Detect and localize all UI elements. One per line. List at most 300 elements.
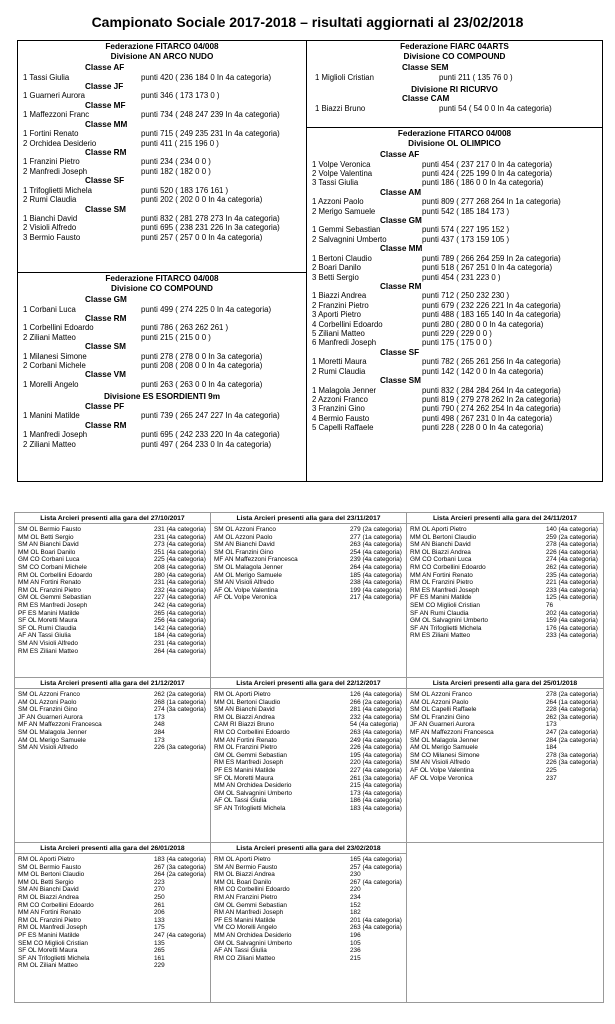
list-item <box>15 526 210 534</box>
result-row <box>23 91 301 100</box>
list-item <box>407 541 603 549</box>
archer-score: 185 (4a categoria) <box>350 571 402 579</box>
archer-score: 217 (4a categoria) <box>350 594 402 602</box>
archer-score: 267 (3a categoria) <box>154 863 206 871</box>
archer-score: 215 <box>350 954 361 962</box>
athlete-name: 1 Bianchi David <box>23 214 78 224</box>
archer-score: 105 <box>350 939 361 947</box>
list-item <box>211 856 406 864</box>
list-item <box>15 625 210 633</box>
list-item <box>15 610 210 618</box>
list-item <box>211 541 406 549</box>
athlete-name: 1 Malagola Jenner <box>312 385 377 395</box>
result-row <box>23 129 301 138</box>
result-row <box>315 104 594 113</box>
athlete-name: 2 Merigo Samuele <box>312 206 376 216</box>
list-item <box>211 797 406 805</box>
archer-name: SF OL Moretti Maura <box>18 617 78 625</box>
result-row <box>312 357 597 366</box>
result-row <box>23 323 301 332</box>
list-entries <box>211 524 406 602</box>
list-item <box>407 632 603 640</box>
athlete-name: 1 Tassi Giulia <box>23 72 70 82</box>
class-heading: Classe GM <box>380 215 422 225</box>
result-row <box>312 395 597 404</box>
list-item <box>407 534 603 542</box>
class-heading: Classe SM <box>85 204 126 214</box>
archer-name: SM OL Franzini Gino <box>410 713 470 721</box>
archer-name: SM OL Azzoni Franco <box>410 691 472 698</box>
list-item <box>407 706 603 714</box>
archer-score: 278 (4a categoria) <box>546 541 598 549</box>
archer-score: 184 <box>546 744 557 752</box>
archer-score: 251 (4a categoria) <box>154 548 206 556</box>
archer-name: GM OL Gemmi Sebastian <box>18 594 91 602</box>
archer-name: JF AN Guarneri Aurora <box>18 713 83 721</box>
archer-score: 264 (4a categoria) <box>154 647 206 655</box>
archer-name: RM ES Manfredi Joseph <box>410 586 480 594</box>
list-entries <box>15 854 210 970</box>
athlete-name: 1 Milanesi Simone <box>23 351 87 361</box>
archer-name: MF AN Maffezzoni Francesca <box>410 728 494 736</box>
archer-score: 182 <box>350 909 361 917</box>
list-entries <box>15 689 210 752</box>
archer-name: SM OL Capelli Raffaele <box>410 706 477 714</box>
list-item <box>211 790 406 798</box>
athlete-name: 3 Aporti Pietro <box>312 310 361 320</box>
attendance-list <box>211 678 407 842</box>
list-entries <box>407 854 603 856</box>
list-item <box>211 805 406 813</box>
archer-name: SM AN Bianchi David <box>18 541 79 549</box>
athlete-points: punti 182 ( 182 0 0 ) <box>141 166 211 176</box>
list-title: Lista Arcieri presenti alla gara del 27/10/2017 <box>15 513 210 524</box>
athlete-points: punti 234 ( 234 0 0 ) <box>141 157 211 167</box>
archer-name: RM OL Biazzi Andrea <box>18 893 79 901</box>
archer-score: 195 (4a categoria) <box>350 751 402 759</box>
archer-score: 257 (4a categoria) <box>350 863 402 871</box>
athlete-name: 2 Rumi Claudia <box>23 195 77 205</box>
archer-name: SM AN Bianchi David <box>410 541 471 549</box>
class-heading: Classe RM <box>380 281 422 291</box>
result-row <box>312 338 597 347</box>
athlete-points: punti 280 ( 280 0 0 In 4a categoria) <box>422 319 544 329</box>
archer-name: AM OL Merigo Samuele <box>18 736 86 744</box>
archer-name: SEM CO Miglioli Cristian <box>410 601 480 609</box>
archer-score: 196 <box>350 931 361 939</box>
archer-name: SEM CO Miglioli Cristian <box>18 939 88 947</box>
list-item <box>15 706 210 714</box>
archer-name: SF AN Rumi Claudia <box>410 609 469 617</box>
archer-name: RM ES Manfredi Joseph <box>18 601 88 609</box>
panel-header: Federazione FIARC 04ARTS <box>400 42 509 51</box>
archer-name: SM CO Corbani Michele <box>18 563 87 571</box>
archer-score: 280 (4a categoria) <box>154 571 206 579</box>
athlete-points: punti 211 ( 135 76 0 ) <box>439 72 513 82</box>
list-item <box>15 856 210 864</box>
athlete-points: punti 782 ( 265 261 256 In 4a categoria) <box>422 357 561 367</box>
list-item <box>15 691 210 699</box>
athlete-name: 1 Maffezzoni Franc <box>23 110 90 120</box>
result-row <box>23 139 301 148</box>
archer-score: 233 (4a categoria) <box>546 586 598 594</box>
list-item <box>15 587 210 595</box>
archer-name: RM AN Franzini Pietro <box>214 893 278 901</box>
list-item <box>15 744 210 752</box>
archer-name: GM OL Gemmi Sebastian <box>214 901 287 909</box>
archer-score: 226 (3a categoria) <box>546 759 598 767</box>
page-title: Campionato Sociale 2017-2018 – risultati aggiornati al 23/02/2018 <box>91 14 524 30</box>
archer-name: SF OL Moretti Maura <box>214 774 274 782</box>
archer-name: RM ES Ziliani Matteo <box>18 647 79 655</box>
list-item <box>15 729 210 737</box>
list-item <box>211 940 406 948</box>
athlete-points: punti 215 ( 215 0 0 ) <box>141 332 211 342</box>
archer-name: RM OL Franzini Pietro <box>18 916 81 924</box>
athlete-points: punti 786 ( 263 262 261 ) <box>141 323 229 333</box>
athlete-name: 1 Fortini Renato <box>23 129 79 139</box>
list-entries <box>15 524 210 655</box>
archer-score: 184 (4a categoria) <box>154 632 206 640</box>
athlete-points: punti 819 ( 279 278 262 In 2a categoria) <box>422 394 561 404</box>
archer-name: SM AN Visioli Alfredo <box>18 744 78 752</box>
list-item <box>15 640 210 648</box>
list-item <box>15 737 210 745</box>
archer-score: 161 <box>154 954 165 962</box>
list-item <box>211 526 406 534</box>
athlete-name: 1 Moretti Maura <box>312 357 367 367</box>
result-row <box>312 310 597 319</box>
athlete-points: punti 520 ( 183 176 161 ) <box>141 185 229 195</box>
archer-name: VM CO Morelli Angelo <box>214 924 277 932</box>
list-item <box>15 886 210 894</box>
archer-score: 231 (4a categoria) <box>154 579 206 587</box>
athlete-points: punti 278 ( 278 0 0 In 3a categoria) <box>141 351 263 361</box>
athlete-points: punti 715 ( 249 235 231 In 4a categoria) <box>141 129 280 139</box>
list-title: Lista Arcieri presenti alla gara del 24/11/2017 <box>407 513 603 524</box>
list-item <box>15 617 210 625</box>
result-row <box>312 225 597 234</box>
list-item <box>407 699 603 707</box>
result-row <box>23 430 301 439</box>
archer-name: RM OL Ziliani Matteo <box>18 962 78 970</box>
result-row <box>23 186 301 195</box>
archer-name: RM OL Franzini Pietro <box>410 579 473 587</box>
list-item <box>15 940 210 948</box>
list-entries <box>407 524 603 640</box>
archer-score: 270 <box>154 886 165 894</box>
list-item <box>407 752 603 760</box>
list-item <box>407 549 603 557</box>
list-item <box>407 759 603 767</box>
athlete-points: punti 712 ( 250 232 230 ) <box>422 291 510 301</box>
archer-name: AF OL Volpe Veronica <box>410 774 473 782</box>
archer-name: AM OL Azzoni Paolo <box>410 698 469 706</box>
attendance-list <box>211 513 407 677</box>
athlete-name: 1 Biazzi Andrea <box>312 291 367 301</box>
list-item <box>15 632 210 640</box>
archer-score: 173 (4a categoria) <box>350 789 402 797</box>
athlete-points: punti 420 ( 236 184 0 In 4a categoria) <box>141 72 272 82</box>
archer-score: 239 (4a categoria) <box>350 556 402 564</box>
athlete-name: 1 Bertoni Claudio <box>312 253 372 263</box>
athlete-points: punti 695 ( 238 231 226 In 3a categoria) <box>141 223 280 233</box>
class-heading: Classe MM <box>85 119 128 129</box>
list-item <box>15 564 210 572</box>
archer-name: MM AN Orchidea Desiderio <box>214 782 292 790</box>
archer-score: 264 (2a categoria) <box>154 871 206 879</box>
class-heading: Classe CAM <box>402 94 450 104</box>
result-row <box>312 160 597 169</box>
archer-name: SM OL Franzini Gino <box>18 706 78 714</box>
panel-header: Divisione CO COMPOUND <box>403 51 506 61</box>
archer-name: RM OL Aporti Pietro <box>410 526 467 533</box>
archer-name: SM AN Visioli Alfredo <box>214 579 274 587</box>
attendance-list <box>407 678 603 842</box>
athlete-name: 2 Manfredi Joseph <box>23 166 88 176</box>
archer-name: RM CO Corbellini Edoardo <box>214 728 290 736</box>
class-heading: Classe SM <box>85 342 126 352</box>
archer-score: 267 (4a categoria) <box>350 878 402 886</box>
result-row <box>312 414 597 423</box>
list-item <box>211 534 406 542</box>
archer-name: SM AN Visioli Alfredo <box>410 759 470 767</box>
list-item <box>407 572 603 580</box>
panel-co-compound <box>17 272 307 482</box>
athlete-name: 1 Volpe Veronica <box>312 159 371 169</box>
class-heading: Classe SM <box>380 376 421 386</box>
athlete-points: punti 542 ( 185 184 173 ) <box>422 206 510 216</box>
list-item <box>15 955 210 963</box>
archer-name: SM OL Azzoni Franco <box>214 526 276 533</box>
list-item <box>15 556 210 564</box>
result-row <box>312 386 597 395</box>
list-item <box>211 706 406 714</box>
archer-score: 254 (4a categoria) <box>350 548 402 556</box>
archer-name: SM AN Bianchi David <box>214 706 275 714</box>
attendance-list <box>407 843 603 1002</box>
class-heading: Classe MF <box>85 100 126 110</box>
result-row <box>23 214 301 223</box>
class-heading: Classe SF <box>85 176 125 186</box>
archer-name: MM OL Bertoni Claudio <box>410 533 477 541</box>
archer-name: SM AN Bianchi David <box>214 541 275 549</box>
archer-score: 232 (4a categoria) <box>154 586 206 594</box>
athlete-points: punti 518 ( 267 251 0 In 4a categoria) <box>422 263 553 273</box>
list-item <box>15 648 210 656</box>
athlete-name: 2 Franzini Pietro <box>312 300 369 310</box>
list-item <box>15 541 210 549</box>
archer-score: 201 (4a categoria) <box>350 916 402 924</box>
archer-name: MM OL Betti Sergio <box>18 533 74 541</box>
athlete-points: punti 175 ( 175 0 0 ) <box>422 338 492 348</box>
list-item <box>15 714 210 722</box>
result-row <box>23 305 301 314</box>
list-item <box>211 947 406 955</box>
athlete-name: 1 Manini Matilde <box>23 411 80 421</box>
list-item <box>211 886 406 894</box>
athlete-name: 2 Azzoni Franco <box>312 394 368 404</box>
athlete-points: punti 789 ( 266 264 259 In 2a categoria) <box>422 253 561 263</box>
list-item <box>407 587 603 595</box>
list-item <box>15 594 210 602</box>
class-heading: Classe JF <box>85 81 124 91</box>
archer-score: 259 (2a categoria) <box>546 533 598 541</box>
list-item <box>211 729 406 737</box>
list-item <box>211 767 406 775</box>
archer-name: AM OL Merigo Samuele <box>214 571 282 579</box>
archer-score: 142 (4a categoria) <box>154 624 206 632</box>
athlete-points: punti 229 ( 229 0 0 ) <box>422 328 492 338</box>
result-row <box>312 254 597 263</box>
archer-name: RM OL Franzini Pietro <box>214 744 277 752</box>
result-row <box>23 223 301 232</box>
list-item <box>407 610 603 618</box>
archer-name: RM OL Corbellini Edoardo <box>18 571 93 579</box>
list-item <box>15 909 210 917</box>
archer-score: 126 (4a categoria) <box>350 691 402 698</box>
list-title: Lista Arcieri presenti alla gara del 21/12/2017 <box>15 678 210 689</box>
archer-name: PF ES Manini Matilde <box>18 931 80 939</box>
class-heading: Classe MM <box>380 244 423 254</box>
archer-score: 256 (4a categoria) <box>154 617 206 625</box>
archer-score: 220 (4a categoria) <box>350 759 402 767</box>
list-item <box>407 602 603 610</box>
athlete-name: 3 Tassi Giulia <box>312 178 359 188</box>
result-row <box>312 320 597 329</box>
archer-name: PF ES Manini Matilde <box>410 594 472 602</box>
list-item <box>407 526 603 534</box>
athlete-name: 4 Corbellini Edoardo <box>312 319 383 329</box>
list-item <box>211 879 406 887</box>
archer-name: SM OL Bermio Fausto <box>18 526 81 533</box>
list-item <box>407 714 603 722</box>
archer-score: 262 (4a categoria) <box>546 563 598 571</box>
archer-score: 186 (4a categoria) <box>350 797 402 805</box>
class-heading: Classe AF <box>85 63 125 72</box>
archer-name: PF ES Manini Matilde <box>214 766 276 774</box>
list-item <box>15 864 210 872</box>
athlete-points: punti 832 ( 281 278 273 In 4a categoria) <box>141 214 280 224</box>
list-item <box>211 775 406 783</box>
class-heading: Classe VM <box>85 370 126 380</box>
result-row <box>23 333 301 342</box>
archer-score: 215 (4a categoria) <box>350 782 402 790</box>
archer-score: 176 (4a categoria) <box>546 624 598 632</box>
athlete-name: 1 Corbellini Edoardo <box>23 323 94 333</box>
archer-score: 261 (3a categoria) <box>350 774 402 782</box>
attendance-grid <box>14 512 604 1003</box>
athlete-points: punti 679 ( 232 226 221 In 4a categoria) <box>422 300 561 310</box>
archer-name: RM CO Ziliani Matteo <box>214 954 276 962</box>
list-item <box>407 721 603 729</box>
archer-score: 264 (1a categoria) <box>546 698 598 706</box>
panel-header: Federazione FITARCO 04/008 <box>105 274 219 283</box>
archer-name: SM OL Malagola Jenner <box>214 563 283 571</box>
athlete-name: 2 Visioli Alfredo <box>23 223 77 233</box>
list-item <box>211 579 406 587</box>
archer-name: AM OL Azzoni Paolo <box>214 533 273 541</box>
archer-score: 263 (4a categoria) <box>350 728 402 736</box>
result-row <box>312 404 597 413</box>
archer-name: RM OL Biazzi Andrea <box>214 713 275 721</box>
class-heading: Classe AF <box>380 150 420 159</box>
list-item <box>15 549 210 557</box>
archer-name: AF AN Tassi Giulia <box>18 632 71 640</box>
panel-header: Divisione AN ARCO NUDO <box>110 51 214 61</box>
panel-header: Divisione OL OLIMPICO <box>408 138 501 148</box>
result-row <box>312 207 597 216</box>
list-item <box>211 902 406 910</box>
athlete-name: 2 Ziliani Matteo <box>23 439 76 449</box>
athlete-points: punti 499 ( 274 225 0 In 4a categoria) <box>141 304 272 314</box>
list-entries <box>211 854 406 962</box>
result-row <box>23 352 301 361</box>
archer-name: JF AN Guarneri Aurora <box>410 721 475 729</box>
athlete-name: 3 Franzini Gino <box>312 404 365 414</box>
athlete-points: punti 832 ( 284 284 264 In 4a categoria) <box>422 385 561 395</box>
archer-score: 247 (4a categoria) <box>154 931 206 939</box>
list-title: Lista Arcieri presenti alla gara del 26/01/2018 <box>15 843 210 854</box>
archer-name: SM OL Azzoni Franco <box>18 691 80 698</box>
division-subheader: Divisione ES ESORDIENTI 9m <box>103 392 221 402</box>
list-item <box>211 864 406 872</box>
archer-name: GM CO Corbani Luca <box>18 556 80 564</box>
archer-name: RM OL Aporti Pietro <box>214 691 271 698</box>
athlete-points: punti 186 ( 186 0 0 In 4a categoria) <box>422 178 544 188</box>
list-item <box>407 594 603 602</box>
list-item <box>211 699 406 707</box>
result-row <box>312 169 597 178</box>
archer-name: SM AN Visioli Alfredo <box>18 639 78 647</box>
athlete-name: 1 Trifoglietti Michela <box>23 185 92 195</box>
archer-name: MM OL Boari Danilo <box>18 548 76 556</box>
class-heading: Classe SEM <box>402 63 449 72</box>
attendance-list <box>211 843 407 1002</box>
archer-name: RM ES Ziliani Matteo <box>410 632 471 640</box>
archer-name: SF AN Trifoglietti Michela <box>410 624 482 632</box>
athlete-points: punti 263 ( 263 0 0 In 4a categoria) <box>141 379 263 389</box>
archer-score: 225 (4a categoria) <box>154 556 206 564</box>
archer-name: PF ES Manini Matilde <box>18 609 80 617</box>
archer-score: 247 (2a categoria) <box>546 728 598 736</box>
attendance-list <box>15 843 211 1002</box>
athlete-points: punti 498 ( 267 231 0 In 4a categoria) <box>422 413 553 423</box>
list-item <box>211 594 406 602</box>
athlete-name: 1 Franzini Pietro <box>23 157 80 167</box>
athlete-points: punti 346 ( 173 173 0 ) <box>141 91 220 101</box>
list-item <box>211 955 406 963</box>
list-item <box>211 752 406 760</box>
list-item <box>15 932 210 940</box>
archer-score: 183 (4a categoria) <box>154 856 206 863</box>
list-entries <box>407 689 603 782</box>
archer-score: 262 (2a categoria) <box>154 691 206 698</box>
athlete-name: 5 Ziliani Matteo <box>312 328 365 338</box>
list-item <box>15 602 210 610</box>
list-item <box>407 744 603 752</box>
archer-score: 235 (4a categoria) <box>546 571 598 579</box>
archer-score: 237 <box>546 774 557 782</box>
list-title: Lista Arcieri presenti alla gara del 23/02/2018 <box>211 843 406 854</box>
result-row <box>312 329 597 338</box>
archer-score: 231 (4a categoria) <box>154 639 206 647</box>
archer-name: GM CO Corbani Luca <box>410 556 472 564</box>
archer-name: MM AN Fortini Renato <box>18 909 81 917</box>
archer-score: 263 (4a categoria) <box>350 924 402 932</box>
archer-score: 236 <box>350 947 361 955</box>
result-row <box>23 440 301 449</box>
